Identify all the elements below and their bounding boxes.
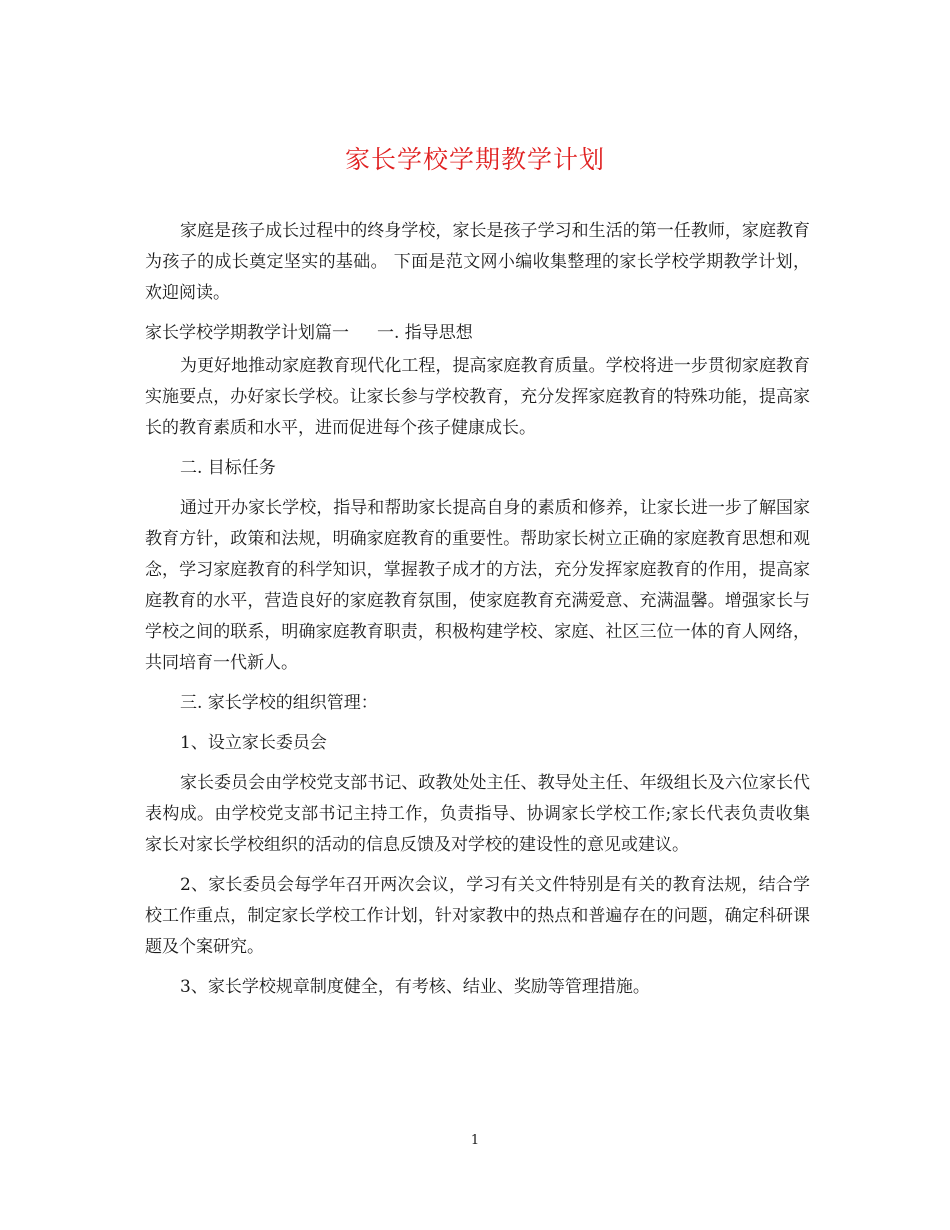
intro-paragraph: 家庭是孩子成长过程中的终身学校，家长是孩子学习和生活的第一任教师，家庭教育为孩子的成长奠定坚实的基础。 下面是范文网小编收集整理的家长学校学期教学计划，欢迎阅读。	[145, 221, 810, 303]
item-3-paragraph: 3、家长学校规章制度健全，有考核、结业、奖励等管理措施。	[180, 977, 650, 997]
item-1-title: 1、设立家长委员会	[180, 733, 327, 753]
goals-tasks-paragraph: 通过开办家长学校，指导和帮助家长提高自身的素质和修养，让家长进一步了解国家教育方针，政策和法规，明确家庭教育的重要性。帮助家长树立正确的家庭教育思想和观念，学习家庭教育的科学知识，掌握教子成才的方法，充分发挥家庭教育的作用，提高家庭教育的水平，营造良好的家庭教育氛围，使家庭教育充满爱意、充满温馨。增强家长与学校之间的联系，明确家庭教育职责，积极构建学校、家庭、社区三位一体的育人网络，共同培育一代新人。	[145, 498, 810, 673]
item-2-paragraph: 2、家长委员会每学年召开两次会议，学习有关文件特别是有关的教育法规，结合学校工作重点，制定家长学校工作计划，针对家教中的热点和普遍存在的问题，确定科研课题及个案研究。	[145, 875, 810, 957]
guiding-ideology-paragraph: 为更好地推动家庭教育现代化工程，提高家庭教育质量。学校将进一步贯彻家庭教育实施要点，办好家长学校。让家长参与学校教育，充分发挥家庭教育的特殊功能，提高家长的教育素质和水平，进而促进每个孩子健康成长。	[145, 356, 810, 438]
item-1-body: 家长委员会由学校党支部书记、政教处处主任、教导处主任、年级组长及六位家长代表构成。由学校党支部书记主持工作，负责指导、协调家长学校工作;家长代表负责收集家长对家长学校组织的活动的信息反馈及对学校的建设性的意见或建议。	[145, 773, 810, 855]
section-heading-line	[145, 318, 810, 349]
heading-organization: 三. 家长学校的组织管理：	[180, 693, 378, 713]
document-title: 家长学校学期教学计划	[344, 145, 605, 174]
document-body	[145, 216, 810, 1003]
section-title: 家长学校学期教学计划篇一	[145, 323, 349, 343]
page-number: 1	[470, 1133, 480, 1148]
heading-guiding-ideology: 一. 指导思想	[377, 323, 473, 343]
heading-goals-tasks: 二. 目标任务	[180, 458, 276, 478]
